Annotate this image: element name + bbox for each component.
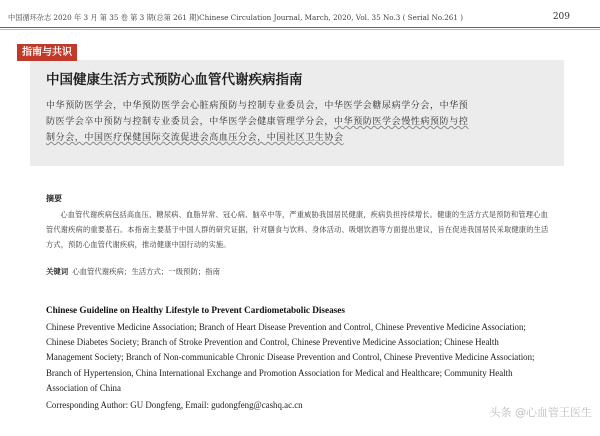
chinese-authors-line-2 bbox=[46, 114, 564, 130]
chinese-authors-line-3-underlined: 制分会，中国医疗保健国际交流促进会高血压分会，中国社区卫生协会 bbox=[46, 133, 344, 143]
english-authors: Chinese Preventive Medicine Association; Branch of Heart Disease Prevention and Control, Chinese Preventive Medicine Association; Chinese Diabetes Society; Branch of Stroke Prevention and Control, Chinese Preventive Medicine Association; Chinese Health Management Society; Branch of Non-communicable Chronic Disease Prevention and Control, Chinese Preventive Medicine Association; Branch of Hypertension, China International Exchange and Promotion Association for Medical and Healthcare; Community Health Association of China bbox=[46, 322, 535, 393]
chinese-title: 中国健康生活方式预防心血管代谢疾病指南 bbox=[46, 72, 303, 88]
header-divider-secondary bbox=[0, 29, 600, 30]
column-tag: 指南与共识 bbox=[17, 44, 77, 61]
keywords-text: 心血管代谢疾病；生活方式；一级预防；指南 bbox=[72, 267, 221, 276]
abstract-text: 心血管代谢疾病包括高血压、糖尿病、血脂异常、冠心病、脑卒中等，严重威胁我国居民健康，疾病负担持续增长。健康的生活方式是预防和管理心血管代谢疾病的重要基石。本指南主要基于中国人群的研究证据，针对膳食与饮料、身体活动、吸烟饮酒等方面提出建议，旨在促进我国居民采取健康的生活方式，预防心血管代谢疾病，推动健康中国行动的实施。 bbox=[46, 210, 549, 249]
watermark: 头条 @心血管王医生 bbox=[489, 406, 592, 419]
chinese-authors-line-2-plain: 防医学会卒中预防与控制专业委员会，中华医学会健康管理学分会， bbox=[46, 117, 335, 127]
english-title: Chinese Guideline on Healthy Lifestyle to Prevent Cardiometabolic Diseases bbox=[46, 305, 345, 315]
abstract-label: 摘要 bbox=[46, 194, 62, 203]
chinese-authors bbox=[46, 98, 564, 146]
keywords-label: 关键词 bbox=[46, 267, 69, 276]
keywords bbox=[46, 266, 554, 277]
chinese-authors-line-3 bbox=[46, 130, 564, 146]
chinese-authors-line-2-underlined: 中华预防医学会慢性病预防与控 bbox=[334, 117, 469, 127]
running-head: 中国循环杂志 2020 年 3 月 第 35 卷 第 3 期(总第 261 期)Chinese Circulation Journal, March, 2020, Vol. 35 No.3 ( Serial No.261 ) bbox=[8, 13, 464, 22]
corresponding-author: Corresponding Author: GU Dongfeng, Email: gudongfeng@cashq.ac.cn bbox=[46, 400, 303, 410]
page-number: 209 bbox=[552, 12, 570, 22]
chinese-authors-line-1: 中华预防医学会，中华预防医学会心脏病预防与控制专业委员会，中华医学会糖尿病学分会，中华预 bbox=[46, 101, 469, 111]
header-divider bbox=[0, 27, 600, 28]
